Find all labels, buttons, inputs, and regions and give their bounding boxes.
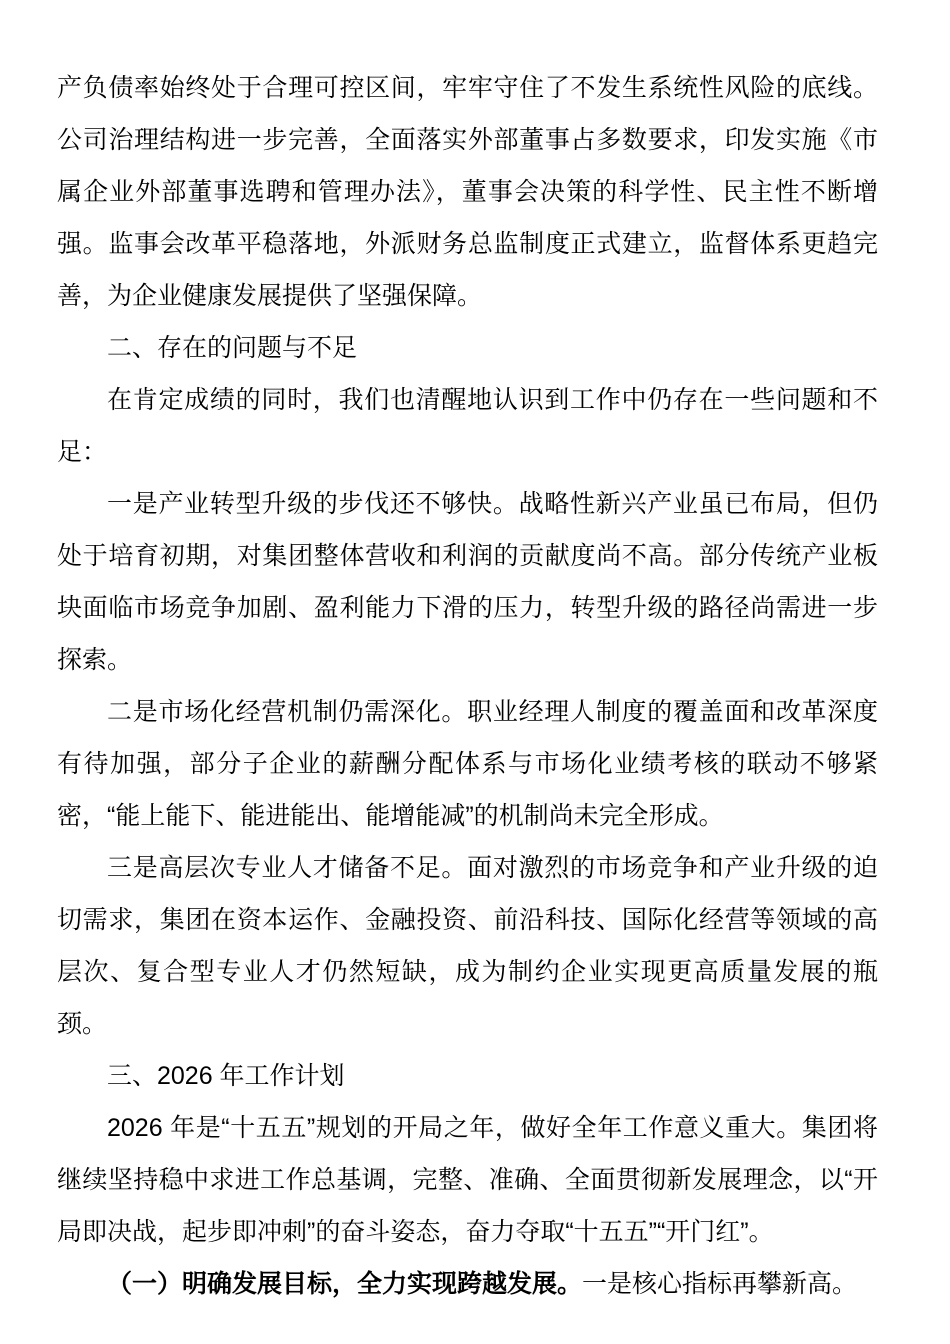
plan-intro — [57, 1102, 878, 1258]
problem-1-industry-transformation-text: 一是产业转型升级的步伐还不够快。战略性新兴产业虽已布局，但仍处于培育初期，对集团整体营收和利润的贡献度尚不高。部分传统产业板块面临市场竞争加剧、盈利能力下滑的压力，转型升级的路径尚需进一步探索。 — [57, 490, 878, 674]
section-3-heading — [57, 1050, 878, 1102]
governance-achievements-continuation — [57, 62, 878, 322]
problem-2-market-mechanism — [57, 686, 878, 842]
plan-item-1-development-goals-text: 一是核心指标再攀新高。 — [582, 1270, 858, 1298]
problems-intro — [57, 374, 878, 478]
section-2-heading — [57, 322, 878, 374]
section-2-heading-text: 二、存在的问题与不足 — [107, 334, 358, 362]
governance-achievements-continuation-text: 产负债率始终处于合理可控区间，牢牢守住了不发生系统性风险的底线。公司治理结构进一步完善，全面落实外部董事占多数要求，印发实施《市属企业外部董事选聘和管理办法》，董事会决策的科学性、民主性不断增强。监事会改革平稳落地，外派财务总监制度正式建立，监督体系更趋完善，为企业健康发展提供了坚强保障。 — [57, 74, 878, 310]
section-3-heading-text: 三、2026 年工作计划 — [107, 1062, 345, 1090]
problem-3-talent-shortage — [57, 842, 878, 1050]
plan-item-1-development-goals-lead-bold: （一）明确发展目标，全力实现跨越发展。 — [107, 1270, 583, 1298]
problem-2-market-mechanism-text: 二是市场化经营机制仍需深化。职业经理人制度的覆盖面和改革深度有待加强，部分子企业的薪酬分配体系与市场化业绩考核的联动不够紧密，“能上能下、能进能出、能增能减”的机制尚未完全形成。 — [57, 698, 878, 830]
plan-intro-text: 2026 年是“十五五”规划的开局之年，做好全年工作意义重大。集团将继续坚持稳中求进工作总基调，完整、准确、全面贯彻新发展理念，以“开局即决战，起步即冲刺”的奋斗姿态，奋力夺取“十五五”“开门红”。 — [57, 1114, 878, 1246]
problem-3-talent-shortage-text: 三是高层次专业人才储备不足。面对激烈的市场竞争和产业升级的迫切需求，集团在资本运作、金融投资、前沿科技、国际化经营等领域的高层次、复合型专业人才仍然短缺，成为制约企业实现更高质量发展的瓶颈。 — [57, 854, 878, 1038]
document-body — [57, 62, 878, 1310]
plan-item-1-development-goals — [57, 1258, 878, 1310]
problems-intro-text: 在肯定成绩的同时，我们也清醒地认识到工作中仍存在一些问题和不足： — [57, 386, 878, 466]
problem-1-industry-transformation — [57, 478, 878, 686]
